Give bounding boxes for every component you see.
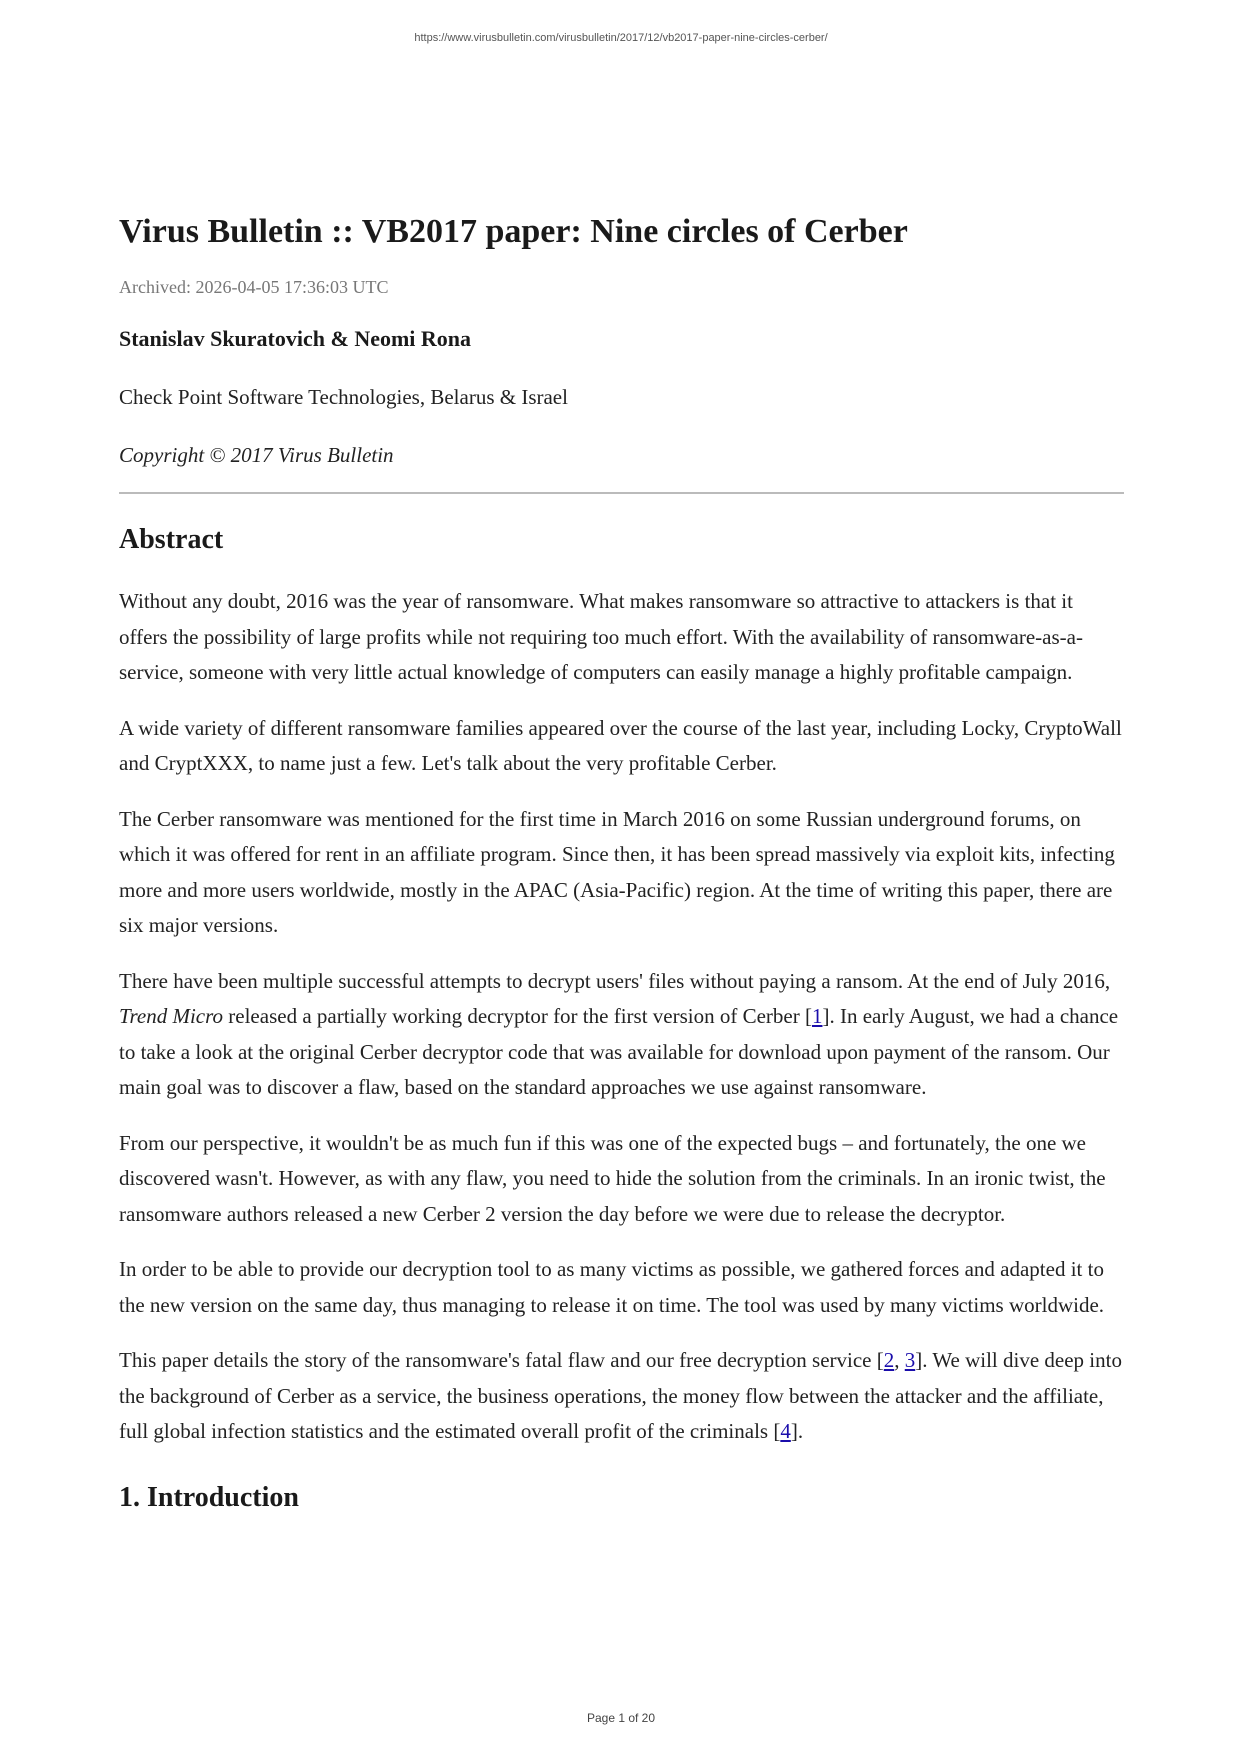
copyright: Copyright © 2017 Virus Bulletin [119,443,394,467]
text: ]. We will dive deep into the background of Cerber as a service, the business operations, the money flow between the attacker and the affiliate, full global infection statistics and the estimated overall profit of the criminals [ [119,1348,1122,1443]
paragraph: A wide variety of different ransomware families appeared over the course of the last year, including Locky, CryptoWall and CryptXXX, to name just a few. Let's talk about the very profitable Cerber. [119,715,1122,775]
introduction-heading: 1. Introduction [119,1481,299,1513]
text: There have been multiple successful attempts to decrypt users' files without paying a ransom. At the end of July 2016, [119,968,1111,993]
reference-link-3[interactable]: 3 [904,1348,916,1372]
page-number: Page 1 of 20 [586,1711,656,1725]
article [119,210,1124,1516]
paragraph: Without any doubt, 2016 was the year of ransomware. What makes ransomware so attractive to attackers is that it offers the possibility of large profits while not requiring too much effort. With the availability of ransomware-as-a-service, someone with very little actual knowledge of computers can easily manage a highly profitable campaign. [119,589,1083,684]
page-title: Virus Bulletin :: VB2017 paper: Nine circles of Cerber [119,213,908,250]
reference-link-1[interactable]: 1 [811,1004,823,1028]
emphasis-trend-micro: Trend Micro [119,1004,224,1028]
reference-link-2[interactable]: 2 [883,1348,895,1372]
text: released a partially working decryptor for the first version of Cerber [ [223,1004,812,1028]
affiliation: Check Point Software Technologies, Belarus & Israel [119,385,568,409]
paragraph [119,1343,1124,1450]
divider [119,492,1124,494]
authors: Stanislav Skuratovich & Neomi Rona [119,326,472,351]
page-url-header: https://www.virusbulletin.com/virusbulletin/2017/12/vb2017-paper-nine-circles-cerber/ [414,32,828,44]
paragraph: In order to be able to provide our decryption tool to as many victims as possible, we gathered forces and adapted it to the new version on the same day, thus managing to release it on time. The tool was used by many victims worldwide. [119,1257,1105,1317]
text: ]. [790,1419,804,1443]
text: , [894,1348,905,1372]
reference-link-4[interactable]: 4 [780,1419,791,1443]
paragraph: From our perspective, it wouldn't be as much fun if this was one of the expected bugs – and fortunately, the one we discovered wasn't. However, as with any flaw, you need to hide the solution from the criminals. In an ironic twist, the ransomware authors released a new Cerber 2 version the day before we were due to release the decryptor. [119,1130,1106,1226]
paragraph: The Cerber ransomware was mentioned for the first time in March 2016 on some Russian underground forums, on which it was offered for rent in an affiliate program. Since then, it has been spread massively via exploit kits, infecting more and more users worldwide, mostly in the APAC (Asia-Pacific) region. At the time of writing this paper, there are six major versions. [119,806,1115,937]
abstract-heading: Abstract [119,524,224,555]
paragraph [119,964,1124,1106]
archived-timestamp: Archived: 2026-04-05 17:36:03 UTC [119,277,389,297]
text: ]. In early August, we had a chance to take a look at the original Cerber decryptor code that was available for download upon payment of the ransom. Our main goal was to discover a flaw, based on the standard approaches we use against ransomware. [119,1004,1119,1099]
text: This paper details the story of the ransomware's fatal flaw and our free decryption service [ [119,1348,884,1372]
